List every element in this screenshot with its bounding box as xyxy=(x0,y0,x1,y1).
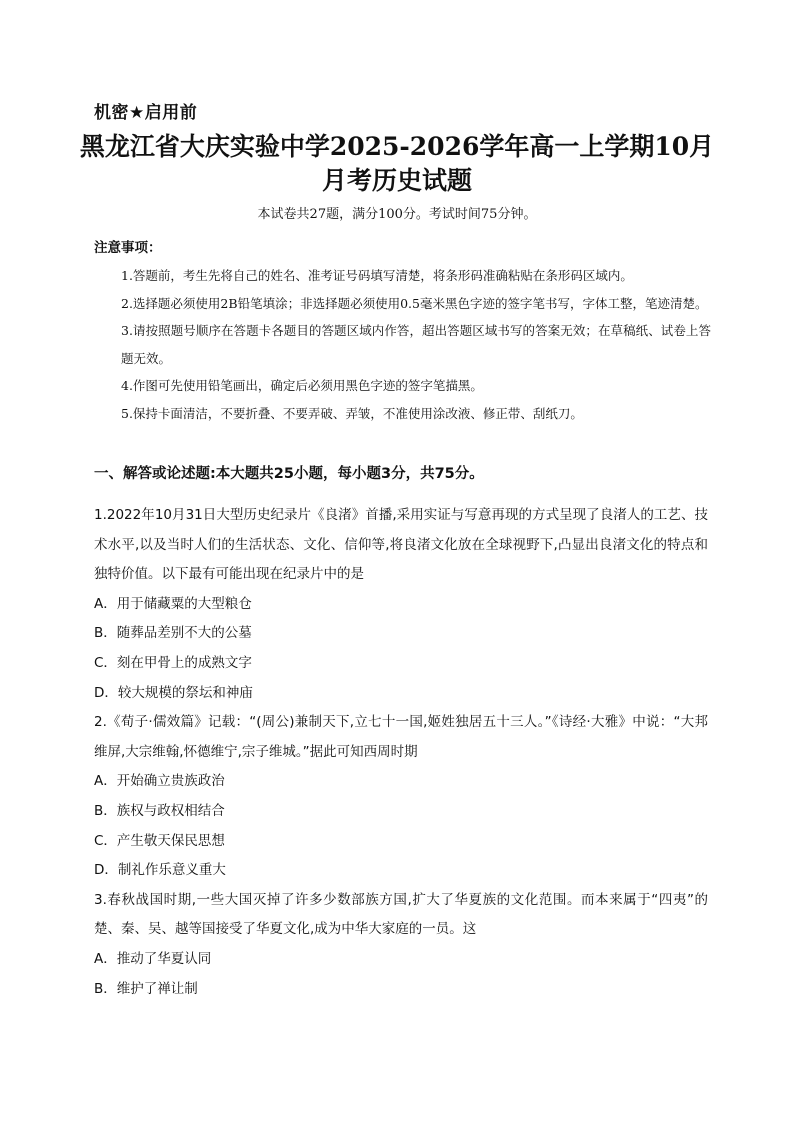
option-a: A．推动了华夏认同 xyxy=(94,950,212,967)
question-stem: 3.春秋战国时期,一些大国灭掉了许多少数部族方国,扩大了华夏族的文化范围。而本来属于“四夷”的楚、秦、吴、越等国接受了华夏文化,成为中华大家庭的一员。这 xyxy=(94,891,708,938)
notes-list xyxy=(121,262,711,427)
questions-list xyxy=(94,501,708,1004)
option-b: B．维护了禅让制 xyxy=(94,980,198,997)
option-b: B．族权与政权相结合 xyxy=(94,802,225,819)
note-item: 1.答题前，考生先将自己的姓名、准考证号码填写清楚，将条形码准确粘贴在条形码区域内。 xyxy=(121,268,633,283)
option-c: C．产生敬天保民思想 xyxy=(94,832,225,849)
note-item: 3.请按照题号顺序在答题卡各题目的答题区域内作答，超出答题区域书写的答案无效；在草稿纸、试卷上答题无效。 xyxy=(121,323,711,366)
option-d: D．较大规模的祭坛和神庙 xyxy=(94,684,253,701)
note-item: 4.作图可先使用铅笔画出，确定后必须用黑色字迹的签字笔描黑。 xyxy=(121,378,483,393)
question-2 xyxy=(94,708,708,886)
exam-title-line1: 黑龙江省大庆实验中学2025-2026学年高一上学期10月 xyxy=(79,132,715,161)
option-b: B．随葬品差别不大的公墓 xyxy=(94,625,252,642)
exam-title-line2: 月考历史试题 xyxy=(321,166,472,195)
question-stem: 2.《荀子·儒效篇》记载：“(周公)兼制天下,立七十一国,姬姓独居五十三人。”《诗经·大雅》中说：“大邦维屏,大宗维翰,怀德维宁,宗子维城。”据此可知西周时期 xyxy=(94,714,708,760)
question-3 xyxy=(94,886,708,1004)
option-c: C．刻在甲骨上的成熟文字 xyxy=(94,654,252,671)
note-item: 2.选择题必须使用2B铅笔填涂；非选择题必须使用0.5毫米黑色字迹的签字笔书写，字体工整，笔迹清楚。 xyxy=(121,295,708,311)
section-heading: 一、解答或论述题:本大题共25小题，每小题3分，共75分。 xyxy=(94,466,484,482)
question-1 xyxy=(94,501,708,708)
exam-info: 本试卷共27题，满分100分。考试时间75分钟。 xyxy=(257,207,537,222)
option-d: D．制礼作乐意义重大 xyxy=(94,862,226,879)
note-item: 5.保持卡面清洁，不要折叠、不要弄破、弄皱，不准使用涂改液、修正带、刮纸刀。 xyxy=(121,405,583,421)
option-a: A．开始确立贵族政治 xyxy=(94,773,225,790)
option-a: A．用于储藏粟的大型粮仓 xyxy=(94,595,252,612)
notes-heading: 注意事项： xyxy=(94,240,162,256)
question-stem: 1.2022年10月31日大型历史纪录片《良渚》首播,采用实证与写意再现的方式呈现了良渚人的工艺、技术水平,以及当时人们的生活状态、文化、信仰等,将良渚文化放在全球视野下,凸显出良渚文化的特点和独特价值。以下最有可能出现在纪录片中的是 xyxy=(94,507,708,583)
confidential-label: 机密★启用前 xyxy=(94,103,198,123)
